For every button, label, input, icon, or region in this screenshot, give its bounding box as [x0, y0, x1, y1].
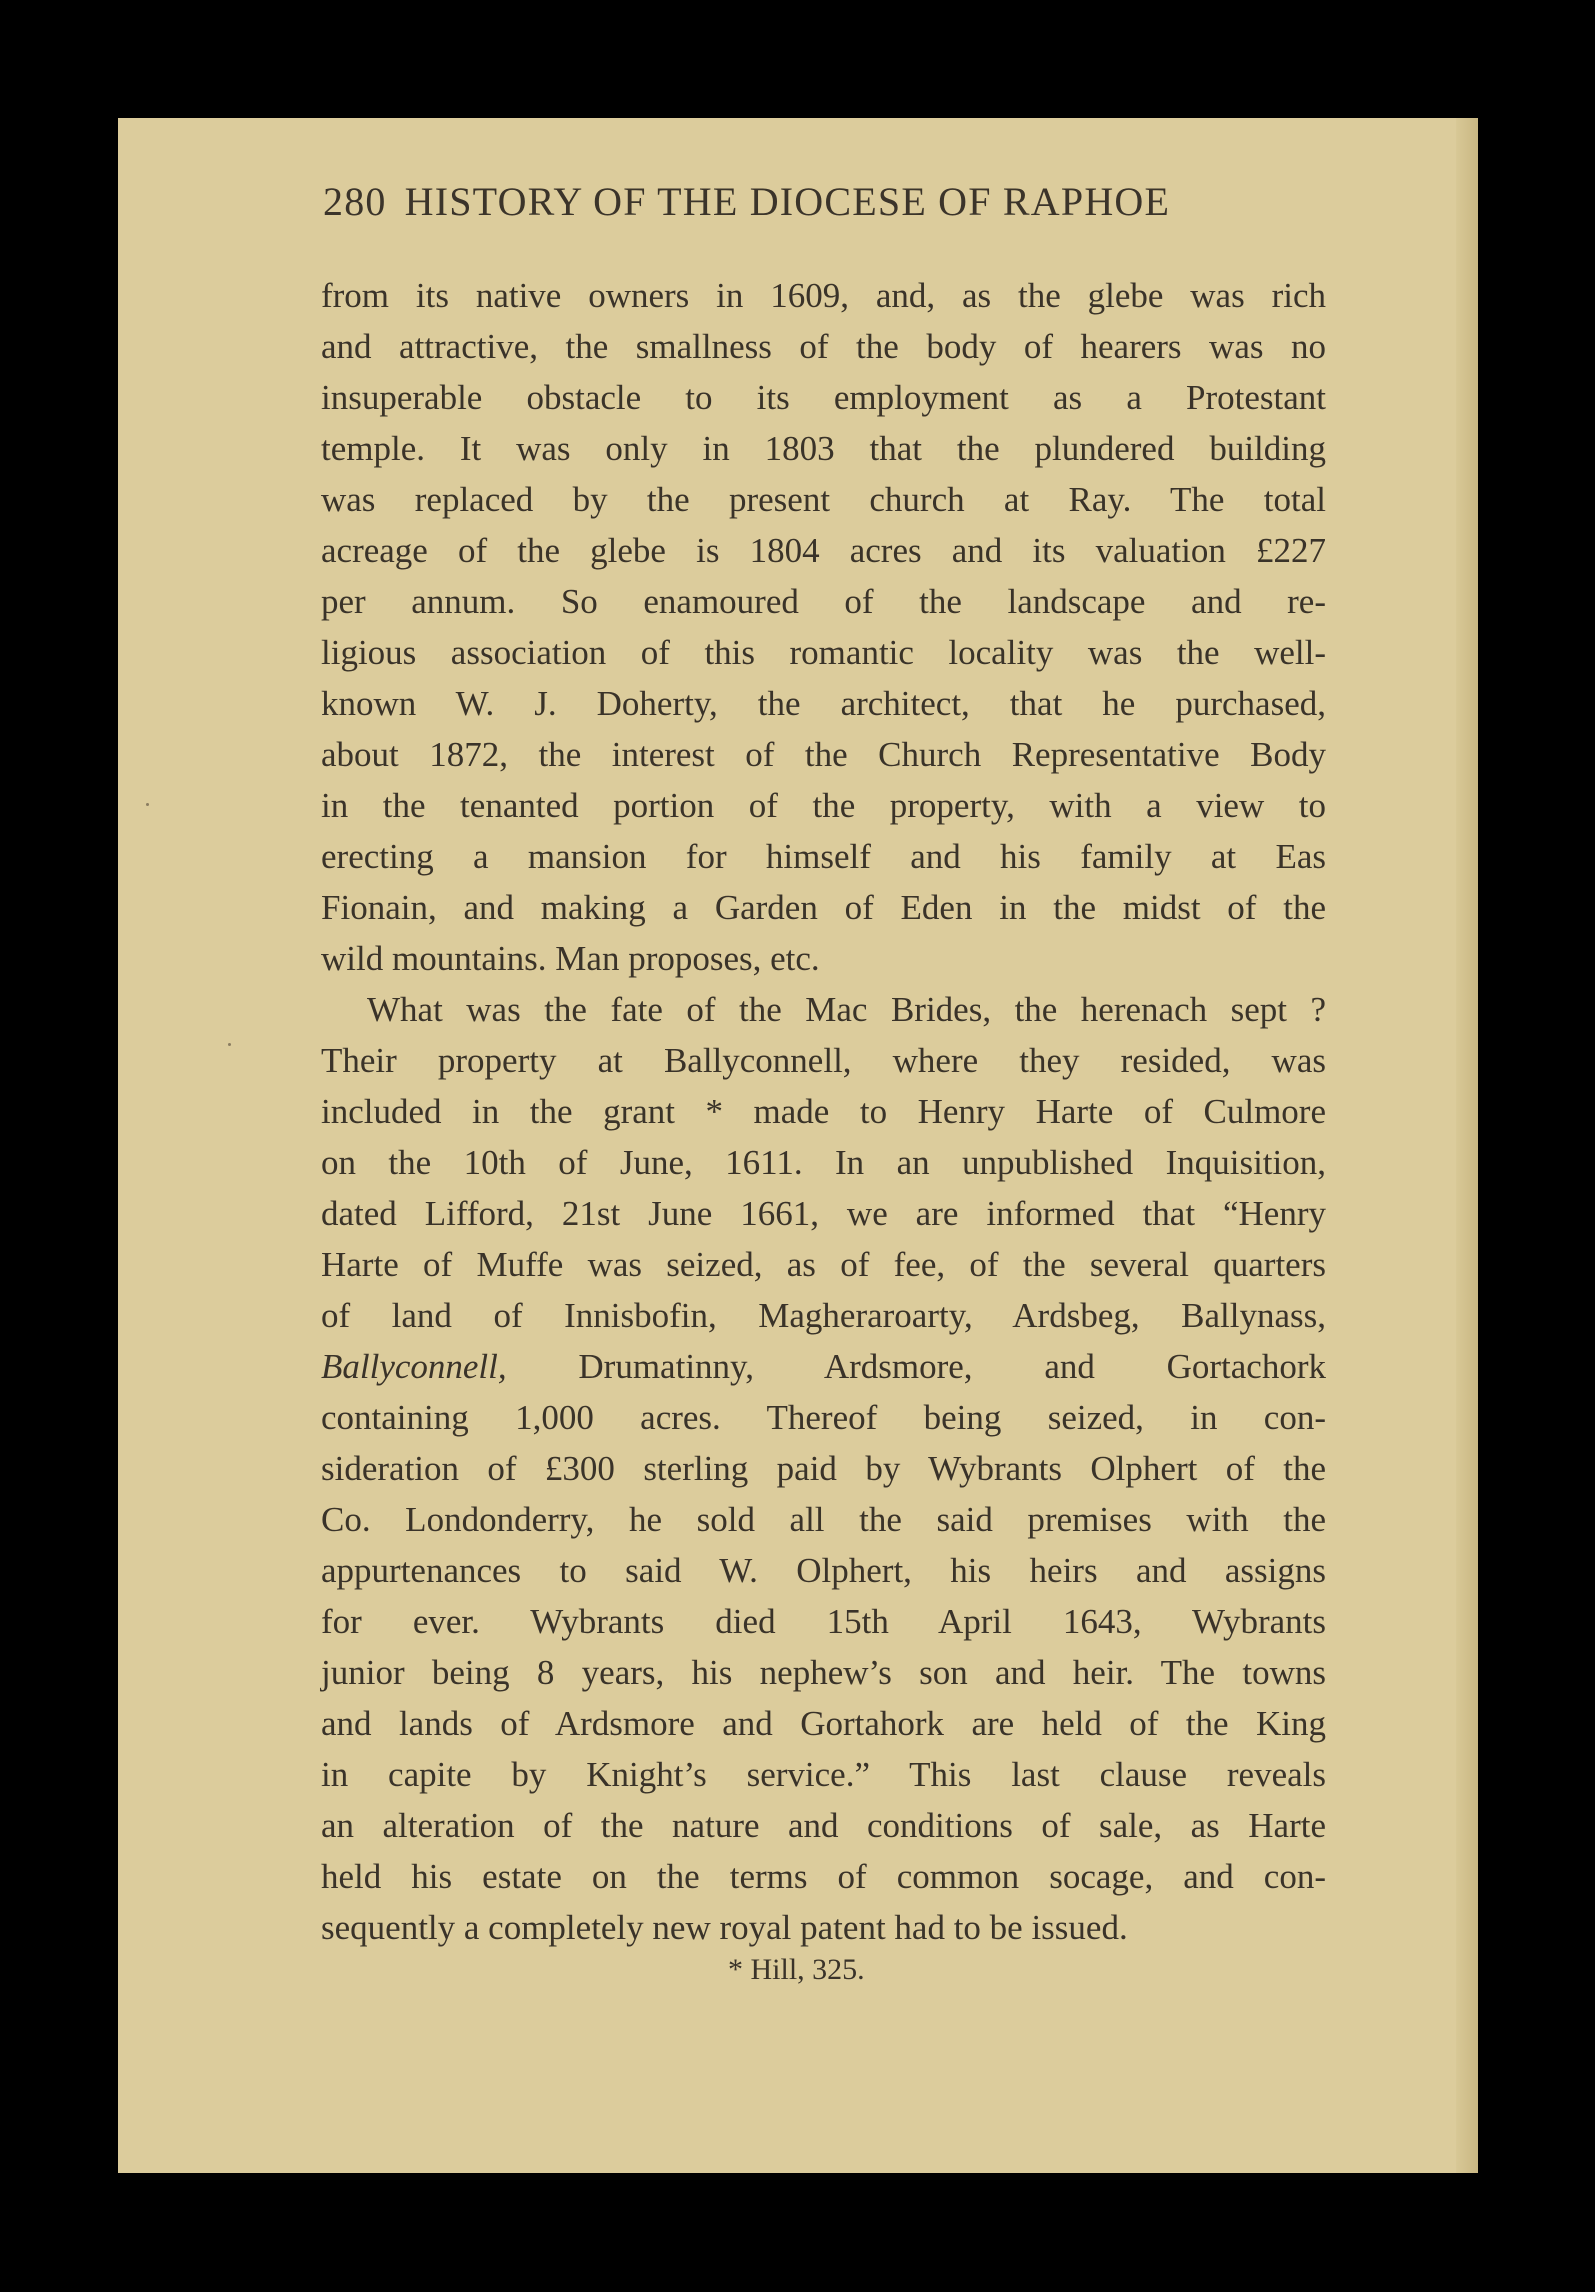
running-title: HISTORY OF THE DIOCESE OF RAPHOE: [404, 179, 1171, 224]
paragraph-2: [321, 984, 1326, 1953]
text-line: per annum. So enamoured of the landscape and re-: [321, 582, 1326, 621]
footnote: * Hill, 325.: [728, 1953, 865, 1986]
text-line: held his estate on the terms of common socage, and con-: [321, 1857, 1326, 1896]
text-line: included in the grant * made to Henry Harte of Culmore: [321, 1092, 1326, 1131]
text-line: and lands of Ardsmore and Gortahork are held of the King: [321, 1704, 1326, 1743]
paragraph-1: [321, 270, 1326, 984]
paper-speck: [146, 803, 149, 806]
body-text: [321, 270, 1326, 1953]
text-line: junior being 8 years, his nephew’s son and heir. The towns: [321, 1653, 1326, 1692]
text-line: in the tenanted portion of the property, with a view to: [321, 786, 1326, 825]
running-head: [323, 178, 1323, 225]
text-line: Their property at Ballyconnell, where they resided, was: [321, 1041, 1326, 1080]
text-line: [321, 1341, 1326, 1392]
page-number: 280: [323, 179, 387, 224]
page-edge-shadow: [1456, 118, 1478, 2173]
text-line: containing 1,000 acres. Thereof being seized, in con-: [321, 1398, 1326, 1437]
text-line: insuperable obstacle to its employment as a Protestant: [321, 378, 1326, 417]
book-page: [118, 118, 1478, 2173]
text-line: erecting a mansion for himself and his family at Eas: [321, 837, 1326, 876]
text-line: of land of Innisbofin, Magheraroarty, Ardsbeg, Ballynass,: [321, 1296, 1326, 1335]
text-line: dated Lifford, 21st June 1661, we are informed that “Henry: [321, 1194, 1326, 1233]
text-line: acreage of the glebe is 1804 acres and its valuation £227: [321, 531, 1326, 570]
text-line: Fionain, and making a Garden of Eden in the midst of the: [321, 888, 1326, 927]
text-line: What was the fate of the Mac Brides, the herenach sept ?: [367, 990, 1326, 1029]
text-line: in capite by Knight’s service.” This last clause reveals: [321, 1755, 1326, 1794]
text-line: about 1872, the interest of the Church Representative Body: [321, 735, 1326, 774]
text-line: an alteration of the nature and conditions of sale, as Harte: [321, 1806, 1326, 1845]
text-line: for ever. Wybrants died 15th April 1643, Wybrants: [321, 1602, 1326, 1641]
text-fragment: Drumatinny, Ardsmore, and Gortachork: [506, 1347, 1326, 1386]
paper-speck: [228, 1043, 231, 1046]
text-line: sideration of £300 sterling paid by Wybrants Olphert of the: [321, 1449, 1326, 1488]
text-line: known W. J. Doherty, the architect, that he purchased,: [321, 684, 1326, 723]
text-line: from its native owners in 1609, and, as the glebe was rich: [321, 276, 1326, 315]
text-line: wild mountains. Man proposes, etc.: [321, 939, 820, 978]
italic-place-name: Ballyconnell,: [321, 1347, 507, 1386]
text-line: and attractive, the smallness of the body of hearers was no: [321, 327, 1326, 366]
text-line: was replaced by the present church at Ray. The total: [321, 480, 1326, 519]
text-line: temple. It was only in 1803 that the plundered building: [321, 429, 1326, 468]
text-line: Harte of Muffe was seized, as of fee, of the several quarters: [321, 1245, 1326, 1284]
text-line: sequently a completely new royal patent had to be issued.: [321, 1908, 1128, 1947]
text-line: appurtenances to said W. Olphert, his heirs and assigns: [321, 1551, 1326, 1590]
text-line: Co. Londonderry, he sold all the said premises with the: [321, 1500, 1326, 1539]
text-line: ligious association of this romantic locality was the well-: [321, 633, 1326, 672]
text-line: on the 10th of June, 1611. In an unpublished Inquisition,: [321, 1143, 1326, 1182]
